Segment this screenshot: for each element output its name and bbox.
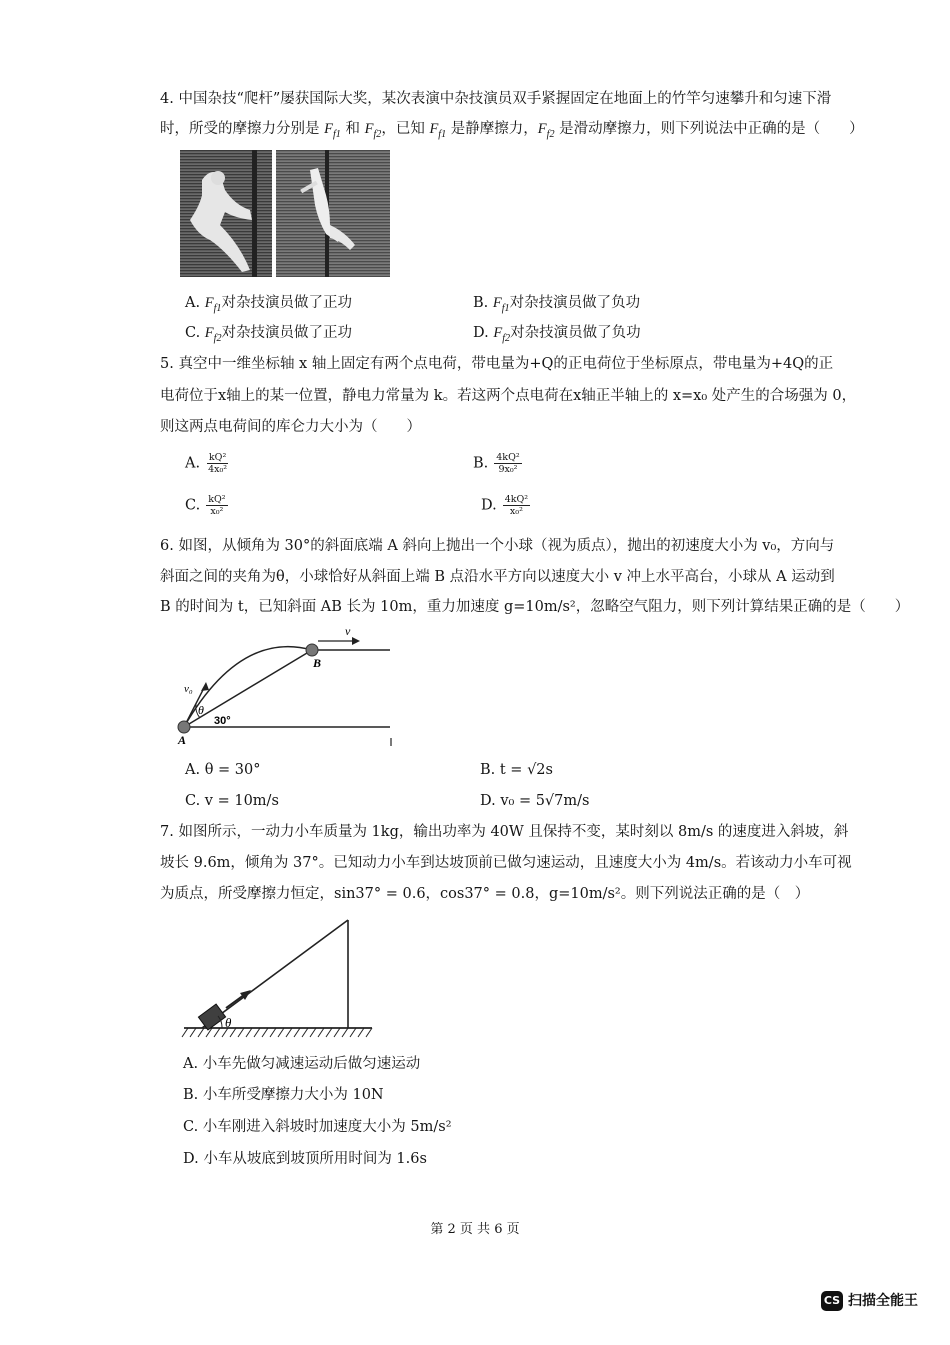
q5-option-a[interactable]: A. $\frac{\text{kQ²}}{\text{4x₀²}}$	[185, 452, 228, 475]
q6-label-angle: 30°	[214, 715, 231, 727]
q5-fraction-a: $\frac{\text{kQ²}}{\text{4x₀²}}$	[208, 452, 228, 475]
q7-option-d[interactable]: D. 小车从坡底到坡顶所用时间为 1.6s	[183, 1151, 427, 1167]
q6-ball-a	[178, 721, 190, 733]
q7-stem-line1: 7. 如图所示，一动力小车质量为 1kg，输出功率为 40W 且保持不变，某时刻以 8m/s 的速度进入斜坡，斜	[160, 824, 849, 840]
q6-projectile-figure	[170, 620, 400, 750]
q5-fraction-b: $\frac{\text{4kQ²}}{\text{9x₀²}}$	[496, 452, 520, 475]
q5-option-c[interactable]: C. $\frac{\text{kQ²}}{\text{x₀²}}$	[185, 494, 226, 517]
q4-text-a: 时，所受的摩擦力分别是	[160, 121, 325, 137]
q6-label-theta: θ	[198, 703, 204, 717]
q4-option-c[interactable]: C. $F_{f2}$对杂技演员做了正功	[185, 325, 353, 344]
q4-text-b: 和	[340, 121, 365, 137]
q4-f2-symbol-2: $F_{f2}$	[537, 121, 555, 140]
q5-option-b[interactable]: B. $\frac{\text{4kQ²}}{\text{9x₀²}}$	[473, 452, 520, 475]
q7-incline-figure	[180, 915, 380, 1045]
q4-f1-symbol-2: $F_{f1}$	[429, 121, 447, 140]
q6-option-c[interactable]: C. v = 10m/s	[185, 793, 279, 809]
q5-fraction-c: $\frac{\text{kQ²}}{\text{x₀²}}$	[208, 494, 226, 517]
q7-stem-line2: 坡长 9.6m，倾角为 37°。已知动力小车到达坡顶前已做匀速运动，且速度大小为 4m/s。若该动力小车可视	[160, 855, 852, 871]
q6-option-d[interactable]: D. v₀ = 5√7m/s	[480, 793, 590, 809]
q4-acrobat-photos	[180, 150, 390, 277]
q6-label-a: A	[178, 733, 187, 747]
q6-ball-b	[306, 644, 318, 656]
q4-f1-symbol-a: $F_{f1}$	[204, 295, 222, 314]
q6-label-v0: v₀	[184, 683, 193, 695]
q5-stem-line3: 则这两点电荷间的库仑力大小为（ ）	[160, 419, 421, 435]
camscanner-watermark-text: 扫描全能王	[848, 1293, 918, 1309]
q6-label-b: B	[313, 656, 322, 670]
q5-stem-line1: 5. 真空中一维坐标轴 x 轴上固定有两个点电荷，带电量为+Q的正电荷位于坐标原点，带电量为+4Q的正	[160, 356, 834, 372]
q4-text-e: 是滑动摩擦力，则下列说法中正确的是（ ）	[554, 121, 864, 137]
q4-f2-symbol-d: $F_{f2}$	[493, 325, 511, 344]
q4-photo-right	[276, 150, 390, 277]
q7-option-a[interactable]: A. 小车先做匀减速运动后做匀速运动	[183, 1056, 421, 1072]
q5-option-d[interactable]: D. $\frac{\text{4kQ²}}{\text{x₀²}}$	[481, 494, 529, 517]
q6-option-a[interactable]: A. θ = 30°	[185, 762, 261, 778]
q5-stem-line2: 电荷位于x轴上的某一位置，静电力常量为 k。若这两个点电荷在x轴正半轴上的 x=x₀ 处产生的合场强为 0，	[160, 388, 857, 404]
q6-stem-line3: B 的时间为 t，已知斜面 AB 长为 10m，重力加速度 g=10m/s²，忽略空气阻力，则下列计算结果正确的是（ ）	[160, 599, 910, 615]
q4-text-d: 是静摩擦力，	[446, 121, 538, 137]
q4-f1-symbol: $F_{f1}$	[324, 121, 341, 140]
camscanner-logo-icon: CS	[821, 1291, 843, 1311]
q4-option-a[interactable]: A. $F_{f1}$对杂技演员做了正功	[185, 295, 352, 314]
q4-f2-symbol-c: $F_{f2}$	[204, 325, 222, 344]
q6-label-v: v	[345, 624, 351, 638]
q6-option-b[interactable]: B. t = √2s	[480, 762, 553, 778]
q6-stem-line1: 6. 如图，从倾角为 30°的斜面底端 A 斜向上抛出一个小球（视为质点），抛出的初速度大小为 v₀，方向与	[160, 538, 835, 554]
q4-f2-symbol: $F_{f2}$	[364, 121, 382, 140]
q7-slope	[202, 920, 348, 1028]
q7-stem-line3: 为质点，所受摩擦力恒定，sin37° = 0.6，cos37° = 0.8，g=10m/s²。则下列说法正确的是（ ）	[160, 886, 810, 902]
q7-label-theta: θ	[225, 1015, 232, 1030]
q4-option-b[interactable]: B. $F_{f1}$对杂技演员做了负功	[473, 295, 641, 314]
q4-f1-symbol-b: $F_{f1}$	[492, 295, 510, 314]
q4-stem-line1: 4. 中国杂技“爬杆”屡获国际大奖，某次表演中杂技演员双手紧握固定在地面上的竹竿匀速攀升和匀速下滑	[160, 91, 832, 107]
q4-option-d[interactable]: D. $F_{f2}$对杂技演员做了负功	[473, 325, 641, 344]
q7-option-c[interactable]: C. 小车刚进入斜坡时加速度大小为 5m/s²	[183, 1119, 452, 1135]
q6-stem-line2: 斜面之间的夹角为θ，小球恰好从斜面上端 B 点沿水平方向以速度大小 v 冲上水平高台，小球从 A 运动到	[160, 569, 835, 585]
q4-stem-line2	[160, 119, 864, 145]
q7-option-b[interactable]: B. 小车所受摩擦力大小为 10N	[183, 1087, 384, 1103]
q5-fraction-d: $\frac{\text{4kQ²}}{\text{x₀²}}$	[504, 494, 529, 517]
q7-ground-hatching	[182, 1028, 372, 1037]
page-number-footer: 第 2 页 共 6 页	[430, 1222, 520, 1237]
q4-photo-left	[180, 150, 272, 277]
q4-text-c: ，已知	[381, 121, 430, 137]
